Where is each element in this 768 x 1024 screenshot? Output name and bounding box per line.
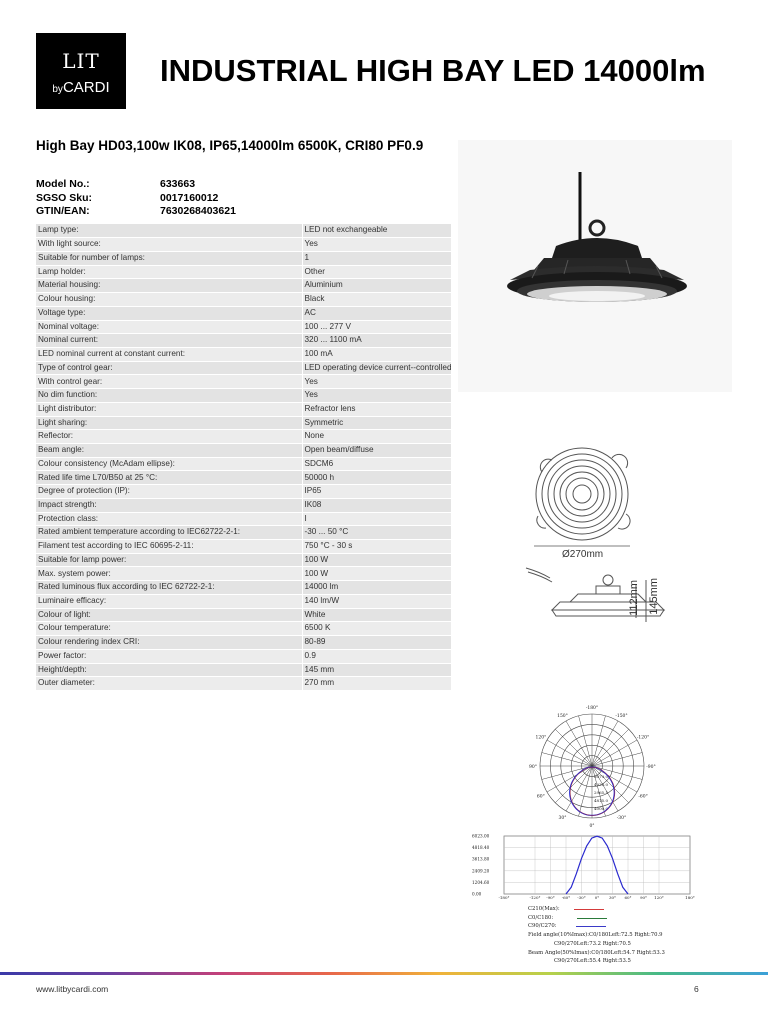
- spec-value: Aluminium: [302, 279, 451, 293]
- chart-y-tick: 2409.20: [472, 868, 490, 874]
- spec-value: White: [302, 608, 451, 622]
- legend-label: C90/C270:: [528, 923, 557, 930]
- high-bay-lamp-image: [458, 140, 732, 392]
- spec-label: Colour consistency (McAdam ellipse):: [36, 457, 302, 471]
- product-photo: [458, 140, 732, 392]
- spec-label: Nominal current:: [36, 334, 302, 348]
- legend-note: Beam Angle(50%Imax):C0/180Left:54.7 Right:53.3: [528, 949, 665, 956]
- spec-value: 750 °C - 30 s: [302, 540, 451, 554]
- spec-row: [36, 444, 451, 458]
- polar-angle-label: -150°: [615, 713, 628, 719]
- chart-x-tick: 120°: [654, 895, 664, 900]
- spec-label: Rated luminous flux according to IEC 62722-2-1:: [36, 581, 302, 595]
- spec-label: Lamp holder:: [36, 265, 302, 279]
- polar-spoke: [592, 721, 618, 766]
- spec-row: [36, 265, 451, 279]
- product-identifiers: [36, 178, 336, 219]
- chart-x-tick: 30°: [608, 895, 617, 900]
- spec-value: Refractor lens: [302, 402, 451, 416]
- brand-logo: [36, 33, 126, 109]
- identifier-label: GTIN/EAN:: [36, 205, 90, 217]
- spec-label: Nominal voltage:: [36, 320, 302, 334]
- spec-row: [36, 224, 451, 238]
- spec-row: [36, 608, 451, 622]
- polar-spoke: [547, 766, 592, 792]
- spec-row: [36, 526, 451, 540]
- identifier-row: [36, 205, 336, 219]
- spec-label: Power factor:: [36, 649, 302, 663]
- chart-x-tick: 180°: [685, 895, 695, 900]
- polar-spoke: [566, 721, 592, 766]
- diameter-label: Ø270mm: [562, 549, 604, 560]
- spec-row: [36, 389, 451, 403]
- spec-label: Height/depth:: [36, 663, 302, 677]
- spec-label: Colour housing:: [36, 293, 302, 307]
- polar-ring-label: 4020.0: [594, 782, 608, 787]
- spec-row: [36, 293, 451, 307]
- spec-row: [36, 238, 451, 252]
- legend-note: C90/270Left:55.4 Right:53.5: [554, 958, 631, 965]
- spec-value: 0.9: [302, 649, 451, 663]
- spec-label: Light distributor:: [36, 402, 302, 416]
- footer-color-bar: [0, 972, 768, 975]
- spec-value: 100 W: [302, 567, 451, 581]
- spec-value: 145 mm: [302, 663, 451, 677]
- spec-value: 14000 lm: [302, 581, 451, 595]
- footer-website-link[interactable]: www.litbycardi.com: [36, 984, 109, 994]
- spec-label: Protection class:: [36, 512, 302, 526]
- polar-spoke: [555, 729, 592, 766]
- legend-entry: [528, 922, 728, 931]
- spec-value: 100 ... 277 V: [302, 320, 451, 334]
- spec-value: -30 ... 50 °C: [302, 526, 451, 540]
- polar-ring-label: 4815.0: [594, 798, 608, 803]
- legend-swatch: [574, 909, 604, 910]
- spec-value: Other: [302, 265, 451, 279]
- spec-value: IP65: [302, 485, 451, 499]
- identifier-row: [36, 178, 336, 192]
- identifier-label: SGSO Sku:: [36, 191, 93, 204]
- legend-label: C0/C180:: [528, 914, 554, 921]
- polar-angle-label: -120°: [636, 735, 650, 741]
- spec-row: [36, 663, 451, 677]
- spec-row: [36, 485, 451, 499]
- spec-label: Voltage type:: [36, 306, 302, 320]
- product-subtitle: High Bay HD03,100w IK08, IP65,14000lm 6500K, CRI80 PF0.9: [36, 138, 424, 153]
- spec-row: [36, 320, 451, 334]
- spec-value: 270 mm: [302, 677, 451, 691]
- chart-y-tick: 3613.80: [472, 856, 490, 862]
- specifications-body: [36, 224, 451, 690]
- spec-value: Yes: [302, 389, 451, 403]
- spec-value: LED not exchangeable: [302, 224, 451, 238]
- spec-row: [36, 594, 451, 608]
- logo-lit-text: LIT: [62, 49, 100, 73]
- spec-label: Colour rendering index CRI:: [36, 636, 302, 650]
- legend-note: Field angle(10%Imax):C0/180Left:72.5 Right:70.9: [528, 932, 663, 939]
- polar-angle-label: -180°: [585, 706, 599, 711]
- spec-row: [36, 375, 451, 389]
- specifications-table: [36, 224, 451, 691]
- spec-value: LED operating device current--controlled: [302, 361, 451, 375]
- spec-row: [36, 636, 451, 650]
- spec-label: Impact strength:: [36, 498, 302, 512]
- spec-value: 320 ... 1100 mA: [302, 334, 451, 348]
- page-number: 6: [694, 984, 699, 994]
- spec-row: [36, 471, 451, 485]
- chart-x-tick: -120°: [529, 895, 541, 900]
- chart-x-tick: -60°: [561, 895, 571, 900]
- chart-y-tick: 4818.40: [472, 845, 490, 851]
- spec-label: Colour of light:: [36, 608, 302, 622]
- polar-photometric-diagram: [512, 700, 672, 835]
- identifier-value: 633663: [160, 178, 196, 190]
- height-small-label: 112mm: [628, 580, 640, 616]
- spec-row: [36, 416, 451, 430]
- spec-label: Rated ambient temperature according to IEC62722-2-1:: [36, 526, 302, 540]
- spec-value: 140 lm/W: [302, 594, 451, 608]
- spec-row: [36, 622, 451, 636]
- chart-y-tick: 6023.00: [472, 833, 490, 839]
- identifier-value: 7630268403621: [160, 205, 236, 217]
- page-title: INDUSTRIAL HIGH BAY LED 14000lm: [160, 53, 706, 88]
- spec-value: Yes: [302, 238, 451, 252]
- spec-label: No dim function:: [36, 389, 302, 403]
- legend-entry: [528, 905, 728, 914]
- polar-angle-label: 90°: [529, 765, 537, 770]
- polar-angle-label: -90°: [646, 765, 656, 770]
- intensity-distribution-chart: [470, 830, 700, 904]
- polar-angle-label: 60°: [536, 794, 545, 800]
- spec-row: [36, 649, 451, 663]
- chart-x-tick: 0°: [594, 895, 600, 900]
- spec-row: [36, 540, 451, 554]
- spec-label: Light sharing:: [36, 416, 302, 430]
- legend-label: C210(Max):: [528, 906, 560, 912]
- spec-label: Material housing:: [36, 279, 302, 293]
- spec-row: [36, 361, 451, 375]
- spec-value: 100 W: [302, 553, 451, 567]
- chart-x-tick: -30°: [577, 895, 586, 900]
- polar-spoke: [592, 729, 629, 766]
- spec-value: 1: [302, 251, 451, 265]
- spec-value: None: [302, 430, 451, 444]
- spec-row: [36, 334, 451, 348]
- identifier-value: 0017160012: [160, 191, 219, 204]
- spec-label: LED nominal current at constant current:: [36, 347, 302, 361]
- chart-y-tick: 1204.60: [472, 879, 490, 885]
- spec-value: 6500 K: [302, 622, 451, 636]
- logo-bycardi-text: byCARDI: [52, 79, 110, 96]
- polar-angle-label: 150°: [557, 713, 568, 719]
- spec-value: Yes: [302, 375, 451, 389]
- spec-value: Open beam/diffuse: [302, 444, 451, 458]
- polar-ring-label: 5079.0: [594, 774, 608, 779]
- chart-x-tick: 90°: [639, 895, 648, 900]
- spec-value: Black: [302, 293, 451, 307]
- chart-x-tick: -90°: [546, 895, 555, 900]
- polar-angle-label: 30°: [558, 816, 567, 822]
- legend-note: C90/270Left:73.2 Right:70.5: [554, 940, 631, 947]
- spec-row: [36, 430, 451, 444]
- spec-row: [36, 553, 451, 567]
- identifier-row: [36, 192, 336, 206]
- chart-x-tick: -180°: [498, 895, 510, 900]
- identifier-label: Model No.:: [36, 178, 90, 190]
- spec-value: IK08: [302, 498, 451, 512]
- spec-row: [36, 512, 451, 526]
- spec-label: Outer diameter:: [36, 677, 302, 691]
- spec-label: Type of control gear:: [36, 361, 302, 375]
- legend-swatch: [577, 918, 607, 919]
- spec-label: Suitable for number of lamps:: [36, 251, 302, 265]
- spec-label: Colour temperature:: [36, 622, 302, 636]
- polar-spoke: [592, 740, 637, 766]
- polar-ring-label: 2965.5: [594, 790, 608, 795]
- spec-label: Lamp type:: [36, 224, 302, 238]
- polar-ring-label: 4000.0: [594, 806, 608, 811]
- polar-spoke: [555, 766, 592, 803]
- polar-angle-label: -60°: [638, 794, 648, 800]
- spec-value: SDCM6: [302, 457, 451, 471]
- spec-row: [36, 279, 451, 293]
- spec-value: 100 mA: [302, 347, 451, 361]
- spec-row: [36, 306, 451, 320]
- spec-row: [36, 402, 451, 416]
- polar-angle-label: 0°: [589, 824, 595, 829]
- height-total-label: 145mm: [648, 578, 660, 615]
- polar-angle-label: -30°: [616, 816, 627, 822]
- chart-x-tick: 60°: [624, 895, 632, 900]
- spec-label: Beam angle:: [36, 444, 302, 458]
- spec-value: AC: [302, 306, 451, 320]
- photometric-legend: [528, 905, 728, 966]
- spec-label: Filament test according to IEC 60695-2-11:: [36, 540, 302, 554]
- polar-angle-label: 120°: [535, 735, 547, 741]
- spec-row: [36, 251, 451, 265]
- spec-label: With control gear:: [36, 375, 302, 389]
- spec-label: Max. system power:: [36, 567, 302, 581]
- spec-row: [36, 677, 451, 691]
- spec-label: Suitable for lamp power:: [36, 553, 302, 567]
- spec-label: Luminaire efficacy:: [36, 594, 302, 608]
- spec-value: Symmetric: [302, 416, 451, 430]
- spec-row: [36, 457, 451, 471]
- top-view-drawing: [524, 444, 648, 552]
- spec-label: Degree of protection (IP):: [36, 485, 302, 499]
- spec-label: With light source:: [36, 238, 302, 252]
- spec-label: Rated life time L70/B50 at 25 °C:: [36, 471, 302, 485]
- spec-row: [36, 347, 451, 361]
- polar-spoke: [547, 740, 592, 766]
- legend-entry: [528, 914, 728, 923]
- spec-row: [36, 581, 451, 595]
- legend-swatch: [576, 926, 606, 927]
- spec-row: [36, 567, 451, 581]
- spec-value: 80-89: [302, 636, 451, 650]
- spec-row: [36, 498, 451, 512]
- chart-y-tick: 0.00: [472, 891, 482, 897]
- spec-value: I: [302, 512, 451, 526]
- spec-label: Reflector:: [36, 430, 302, 444]
- spec-value: 50000 h: [302, 471, 451, 485]
